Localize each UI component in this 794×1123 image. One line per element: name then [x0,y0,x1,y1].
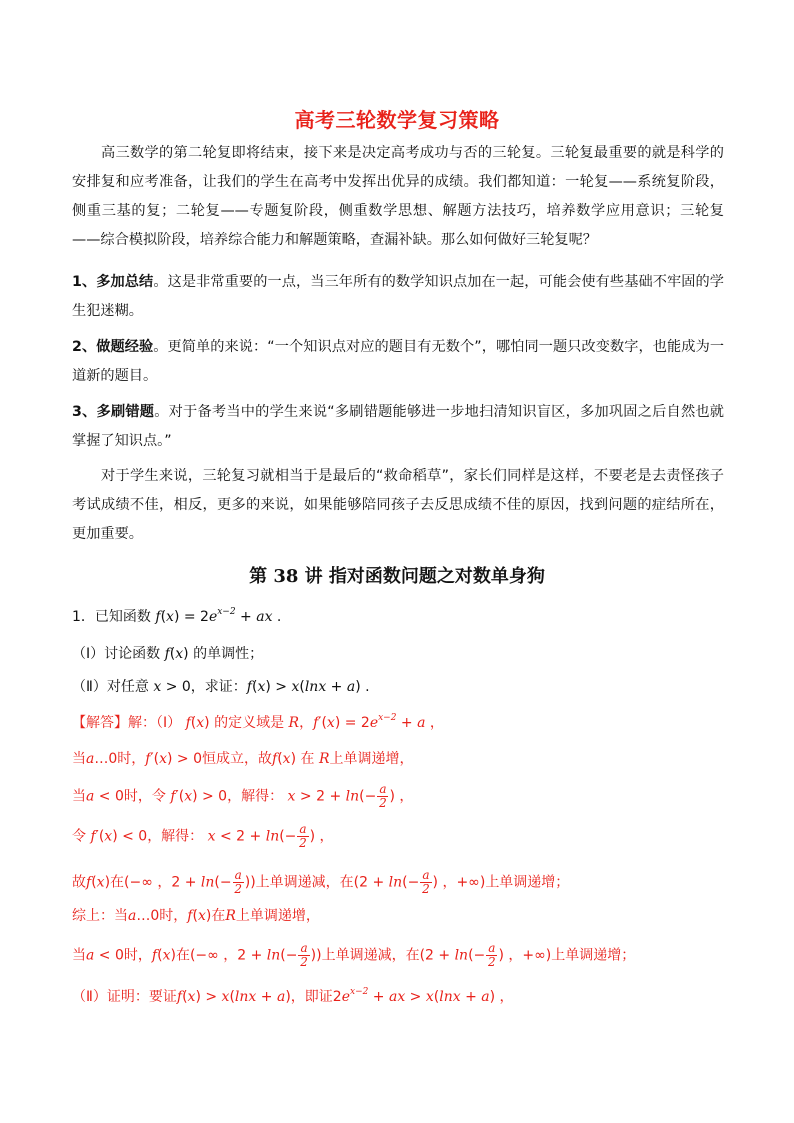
tip-1-label: 1、多加总结 [72,274,154,290]
summary-line-2: 当a < 0时，f(x)在(−∞ ，2 + ln(− $\frac{a}{2}$ ))上单调递减，在(2 + ln(− $\frac{a}{2}$ ) ，+∞)上单调递增； [72,941,636,969]
case-3: 令 f′(x) < 0，解得： x < 2 + ln(− $\frac{a}{2}$ ) ， [72,822,334,850]
problem-part-1: （Ⅰ）讨论函数 f(x) 的单调性； [72,646,264,662]
closing-paragraph: 对于学生来说，三轮复习就相当于是最后的“救命稻草”，家长们同样是这样，不要老是去责怪孩子考试成绩不佳，相反，更多的来说，如果能够陪同孩子去反思成绩不佳的原因，找到问题的症结所在，更加重要。 [72,468,724,542]
proof-line: （Ⅱ）证明：要证f(x) > x(lnx + a)，即证$2e^{x-2}$ + ax > x(lnx + a) ， [72,987,514,1005]
problem-part-2: （Ⅱ）对任意 x > 0，求证：f(x) > x(lnx + a) . [72,679,370,695]
answer-tag: 【解答】 [72,715,128,731]
tip-2 [72,333,724,391]
lecture-title: 第 38 讲 指对函数问题之对数单身狗 [249,566,545,587]
problem-statement: 1．已知函数 $f(x) = 2e^{x-2}$ + ax . [72,607,282,625]
tip-1-text: 。这是非常重要的一点，当三年所有的数学知识点加在一起，可能会使有些基础不牢固的学生犯迷糊。 [72,274,724,319]
tip-1 [72,268,724,326]
case-2: 当a < 0时，令 f′(x) > 0，解得： x > 2 + ln(− $\frac{a}{2}$ ) ， [72,782,414,810]
summary-line-1: 综上：当a…0时，f(x)在R上单调递增， [72,908,320,924]
answer-line: 【解答】解：（Ⅰ） f(x) 的定义域是 R，$f'(x) = 2e^{x-2} + a$ ， [72,713,444,731]
tip-3-text: 。对于备考当中的学生来说“多刷错题能够进一步地扫清知识盲区，多加巩固之后自然也就掌握了知识点。” [72,404,724,449]
case-1: 当a…0时，f′(x) > 0恒成立，故f(x) 在 R上单调递增， [72,751,414,767]
tip-2-text: 。更简单的来说：“一个知识点对应的题目有无数个”，哪怕同一题只改变数字，也能成为一道新的题目。 [72,339,725,384]
conclusion-line: 故f(x)在(−∞ ，2 + ln(− $\frac{a}{2}$ ))上单调递减，在(2 + ln(− $\frac{a}{2}$ ) ，+∞)上单调递增； [72,868,570,896]
page-title: 高考三轮数学复习策略 [294,108,500,132]
tip-2-label: 2、做题经验 [72,339,154,355]
intro-paragraph: 高三数学的第二轮复即将结束，接下来是决定高考成功与否的三轮复。三轮复最重要的就是科学的安排复和应考准备，让我们的学生在高考中发挥出优异的成绩。我们都知道：一轮复——系统复阶段，侧重三基的复；二轮复——专题复阶段，侧重数学思想、解题方法技巧，培养数学应用意识；三轮复——综合模拟阶段，培养综合能力和解题策略，查漏补缺。那么如何做好三轮复呢？ [72,145,724,248]
tip-3-label: 3、多刷错题 [72,404,155,420]
tip-3 [72,398,724,456]
